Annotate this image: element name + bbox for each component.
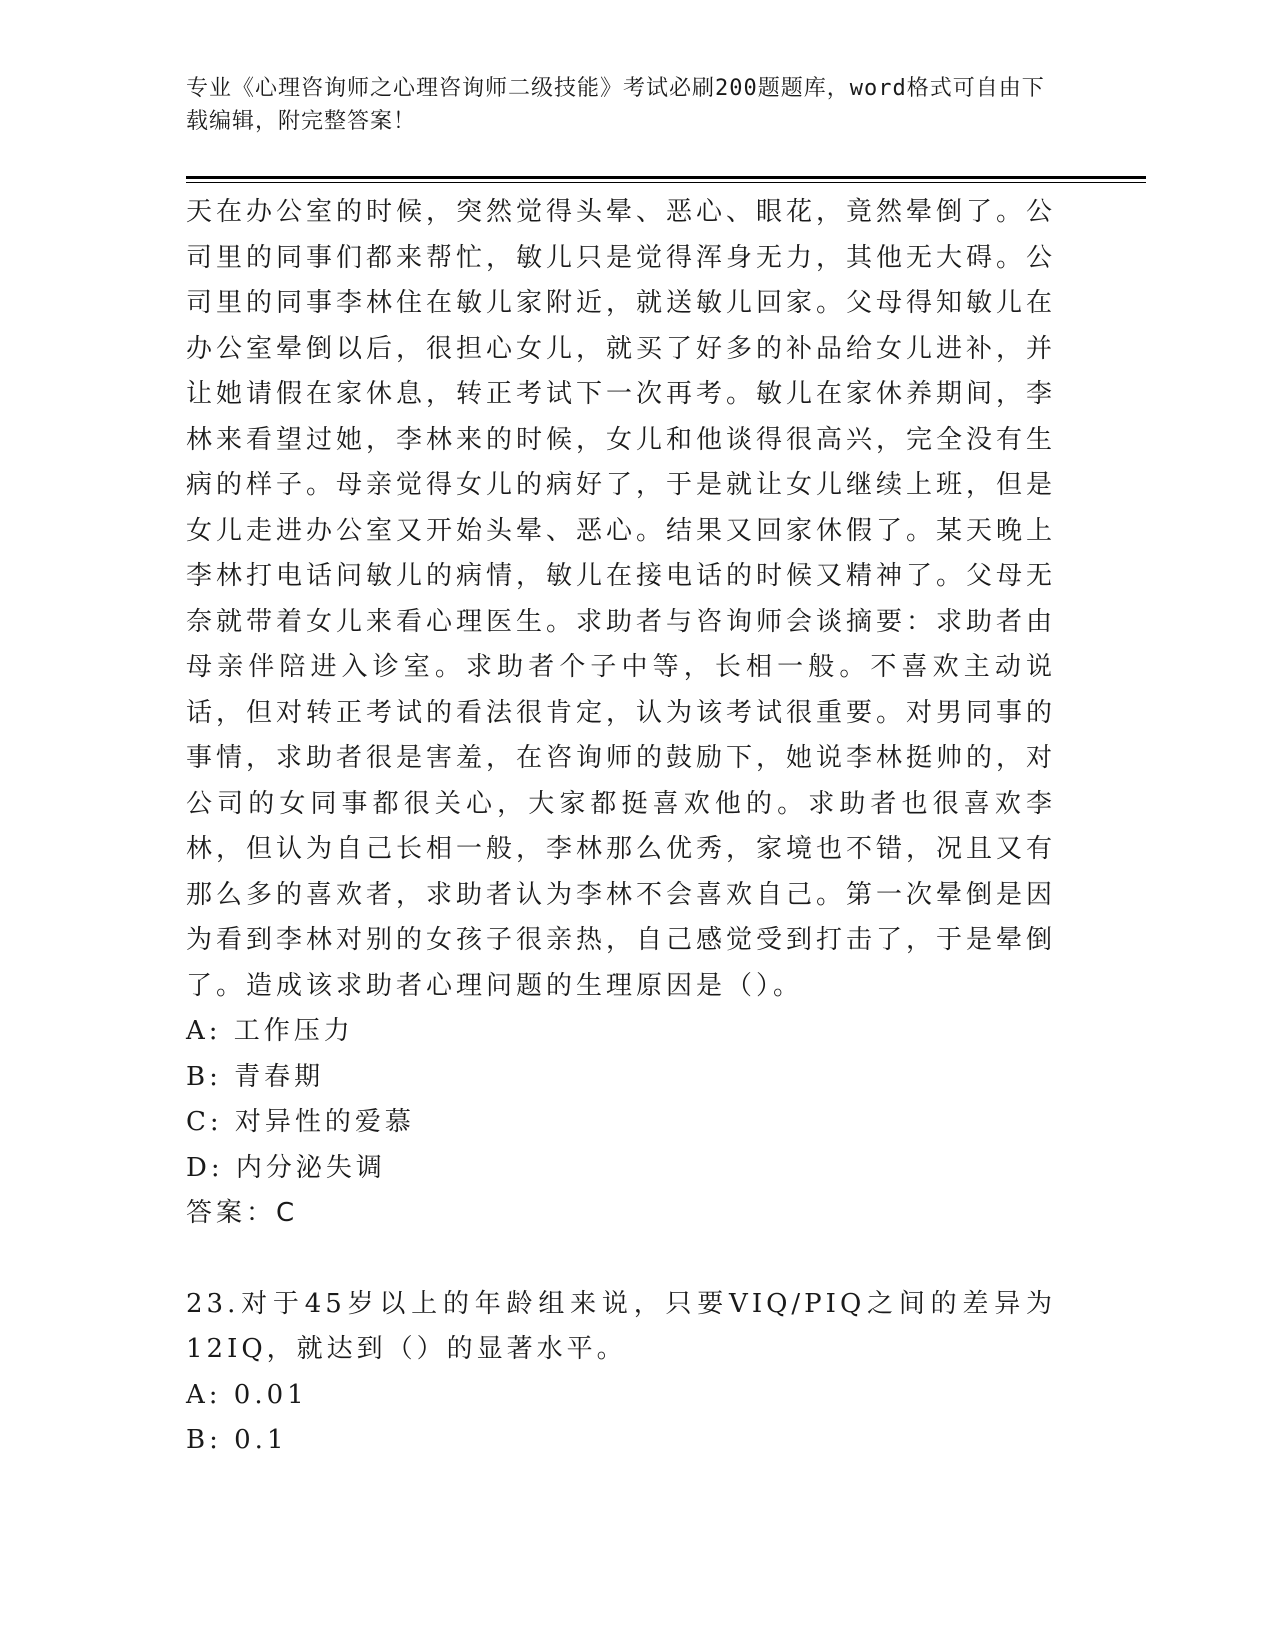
question-22-answer: 答案：C [186, 1198, 299, 1228]
header-rule-thin [186, 182, 1146, 183]
document-body [186, 190, 1056, 1464]
header-rule-thick [186, 176, 1146, 179]
question-22-option-a: A: 工作压力 [186, 1016, 354, 1046]
question-22-stem: 天在办公室的时候，突然觉得头晕、恶心、眼花，竟然晕倒了。公司里的同事们都来帮忙，敏儿只是觉得浑身无力，其他无大碍。公司里的同事李林住在敏儿家附近，就送敏儿回家。父母得知敏儿在办公室晕倒以后，很担心女儿，就买了好多的补品给女儿进补，并让她请假在家休息，转正考试下一次再考。敏儿在家休养期间，李林来看望过她，李林来的时候，女儿和他谈得很高兴，完全没有生病的样子。母亲觉得女儿的病好了，于是就让女儿继续上班，但是女儿走进办公室又开始头晕、恶心。结果又回家休假了。某天晚上李林打电话问敏儿的病情，敏儿在接电话的时候又精神了。父母无奈就带着女儿来看心理医生。求助者与咨询师会谈摘要：求助者由母亲伴陪进入诊室。求助者个子中等，长相一般。不喜欢主动说话，但对转正考试的看法很肯定，认为该考试很重要。对男同事的事情，求助者很是害羞，在咨询师的鼓励下，她说李林挺帅的，对公司的女同事都很关心，大家都挺喜欢他的。求助者也很喜欢李林，但认为自己长相一般，李林那么优秀，家境也不错，况且又有那么多的喜欢者，求助者认为李林不会喜欢自己。第一次晕倒是因为看到李林对别的女孩子很亲热，自己感觉受到打击了，于是晕倒了。造成该求助者心理问题的生理原因是（）。 [186, 197, 1057, 1001]
question-23-stem: 23.对于45岁以上的年龄组来说，只要VIQ/PIQ之间的差异为12IQ，就达到（）的显著水平。 [186, 1288, 1056, 1364]
question-22-option-b: B: 青春期 [186, 1061, 325, 1092]
question-spacer [186, 1237, 1056, 1282]
document-header: 专业《心理咨询师之心理咨询师二级技能》考试必刷200题题库，word格式可自由下载编辑，附完整答案！ [186, 76, 1045, 134]
question-23-option-b: B: 0.1 [186, 1425, 288, 1455]
question-23-option-a: A: 0.01 [186, 1379, 308, 1410]
question-22-option-d: D: 内分泌失调 [186, 1152, 386, 1183]
question-22-option-c: C: 对异性的爱慕 [186, 1107, 415, 1137]
